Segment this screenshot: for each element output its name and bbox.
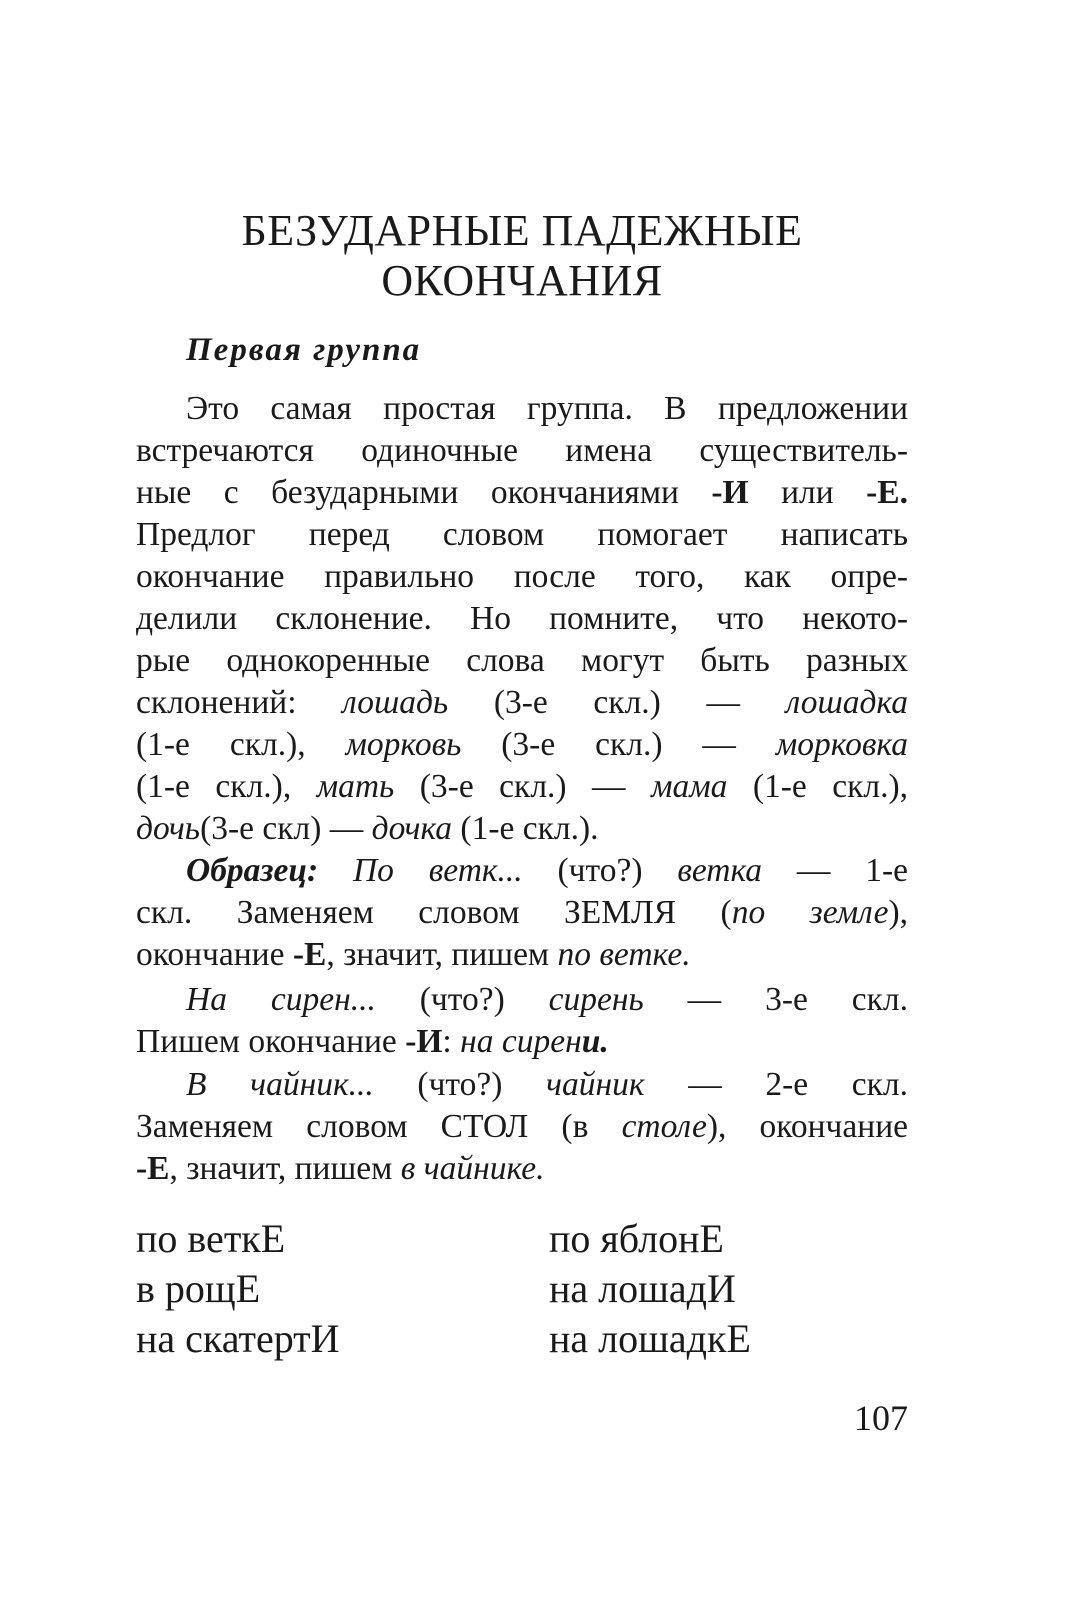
paragraph-line: делили склонение. Но помните, что некото- [136, 600, 908, 637]
example-line: Заменяем словом СТОЛ (в столе), окончание [136, 1108, 908, 1145]
example-line: Образец: По ветк... (что?) ветка — 1-е [186, 852, 908, 889]
paragraph-line: склонений: лошадь (3-е скл.) — лошадка [136, 684, 909, 721]
paragraph-line: окончание правильно после того, как опре- [136, 558, 908, 595]
example-line: На сирен... (что?) сирень — 3-е скл. [186, 981, 908, 1018]
paragraph-line: дочь(3-е скл) — дочка (1-е скл.). [136, 810, 599, 847]
word-list-item: по яблонЕ [549, 1216, 724, 1261]
page-number: 107 [854, 1398, 908, 1438]
word-list-item: на лошадИ [549, 1266, 736, 1311]
paragraph-line: ные с безударными окончаниями -И или -Е. [136, 474, 908, 511]
section-subheading: Первая группа [186, 332, 422, 368]
word-list-item: на скатертИ [136, 1316, 340, 1361]
example-line: окончание -Е, значит, пишем по ветке. [136, 936, 691, 973]
word-list-item: по веткЕ [136, 1216, 286, 1261]
example-line: скл. Заменяем словом ЗЕМЛЯ (по земле), [136, 894, 908, 931]
example-line: В чайник... (что?) чайник — 2-е скл. [186, 1066, 909, 1103]
word-list-item: в рощЕ [136, 1266, 261, 1311]
paragraph-line: (1-е скл.), мать (3-е скл.) — мама (1-е скл.), [136, 768, 909, 805]
paragraph-line: (1-е скл.), морковь (3-е скл.) — морковка [136, 726, 909, 763]
page-title-line-2: ОКОНЧАНИЯ [381, 256, 663, 305]
paragraph-line: Это самая простая группа. В предложении [186, 390, 908, 427]
paragraph-line: Предлог перед словом помогает написать [136, 516, 908, 553]
paragraph-line: рые однокоренные слова могут быть разных [136, 642, 908, 679]
word-list-item: на лошадкЕ [549, 1316, 751, 1361]
example-line: Пишем окончание -И: на сирени. [136, 1023, 609, 1060]
page-title-line-1: БЕЗУДАРНЫЕ ПАДЕЖНЫЕ [241, 206, 803, 255]
example-line: -Е, значит, пишем в чайнике. [136, 1150, 545, 1187]
paragraph-line: встречаются одиночные имена существитель- [136, 432, 908, 469]
